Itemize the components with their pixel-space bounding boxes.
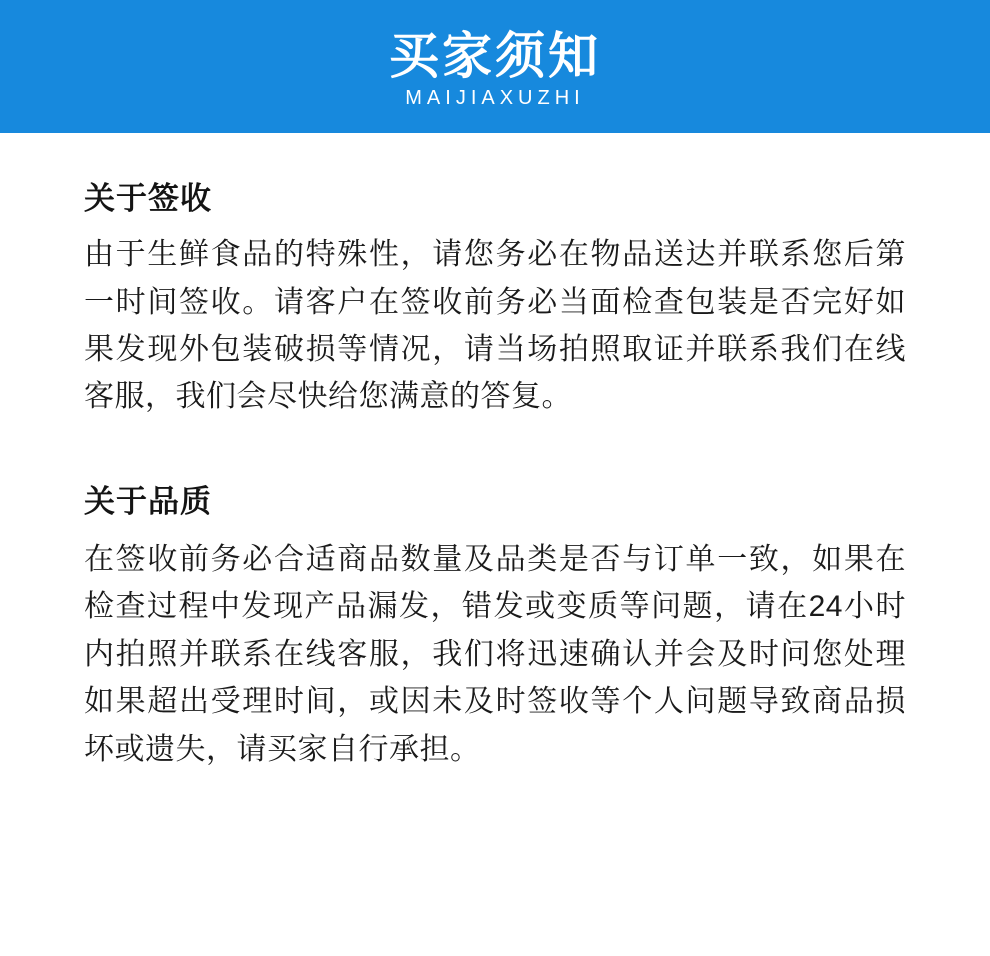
- section-body-quality: 在签收前务必合适商品数量及品类是否与订单一致，如果在检查过程中发现产品漏发，错发或变质等问题，请在24小时内拍照并联系在线客服，我们将迅速确认并会及时问您处理如果超出受理时间，或因未及时签收等个人问题导致商品损坏或遗失，请买家自行承担。: [84, 542, 906, 766]
- page-title: 买家须知: [389, 28, 601, 84]
- section-heading-signing: 关于签收: [84, 181, 212, 216]
- section-about-signing: [84, 180, 906, 421]
- notice-content: [0, 180, 990, 773]
- page-banner: [0, 0, 990, 133]
- section-about-quality: [84, 483, 906, 773]
- section-heading-quality: 关于品质: [84, 483, 212, 519]
- section-body-signing: 由于生鲜食品的特殊性，请您务必在物品送达并联系您后第一时间签收。请客户在签收前务必当面检查包装是否完好如果发现外包装破损等情况，请当场拍照取证并联系我们在线客服，我们会尽快给您满意的答复。: [84, 238, 906, 414]
- page-subtitle: MAIJIAXUZHI: [405, 87, 585, 109]
